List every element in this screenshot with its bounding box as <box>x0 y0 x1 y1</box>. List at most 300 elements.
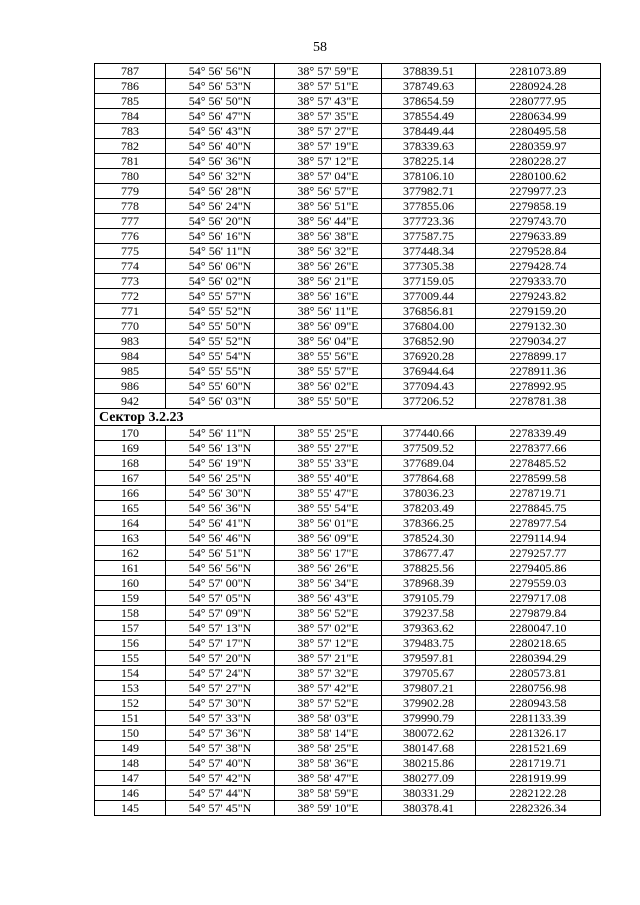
point-number-cell: 151 <box>95 711 166 726</box>
longitude-cell: 38° 56' 16"E <box>275 289 382 304</box>
point-number-cell: 152 <box>95 696 166 711</box>
x-coordinate-cell: 380215.86 <box>382 756 476 771</box>
x-coordinate-cell: 377587.75 <box>382 229 476 244</box>
longitude-cell: 38° 55' 25"E <box>275 426 382 441</box>
x-coordinate-cell: 378749.63 <box>382 79 476 94</box>
point-number-cell: 784 <box>95 109 166 124</box>
latitude-cell: 54° 56' 43"N <box>166 124 275 139</box>
point-number-cell: 169 <box>95 441 166 456</box>
y-coordinate-cell: 2280228.27 <box>476 154 601 169</box>
y-coordinate-cell: 2278911.36 <box>476 364 601 379</box>
table-row <box>95 289 601 304</box>
latitude-cell: 54° 57' 36"N <box>166 726 275 741</box>
latitude-cell: 54° 57' 42"N <box>166 771 275 786</box>
y-coordinate-cell: 2280756.98 <box>476 681 601 696</box>
longitude-cell: 38° 57' 21"E <box>275 651 382 666</box>
latitude-cell: 54° 57' 38"N <box>166 741 275 756</box>
table-row <box>95 139 601 154</box>
latitude-cell: 54° 57' 40"N <box>166 756 275 771</box>
table-row <box>95 364 601 379</box>
point-number-cell: 782 <box>95 139 166 154</box>
x-coordinate-cell: 380378.41 <box>382 801 476 816</box>
longitude-cell: 38° 57' 52"E <box>275 696 382 711</box>
x-coordinate-cell: 377509.52 <box>382 441 476 456</box>
latitude-cell: 54° 57' 24"N <box>166 666 275 681</box>
latitude-cell: 54° 56' 50"N <box>166 94 275 109</box>
table-row <box>95 214 601 229</box>
table-row <box>95 199 601 214</box>
longitude-cell: 38° 56' 02"E <box>275 379 382 394</box>
x-coordinate-cell: 378225.14 <box>382 154 476 169</box>
y-coordinate-cell: 2281133.39 <box>476 711 601 726</box>
x-coordinate-cell: 378968.39 <box>382 576 476 591</box>
latitude-cell: 54° 56' 06"N <box>166 259 275 274</box>
point-number-cell: 774 <box>95 259 166 274</box>
x-coordinate-cell: 378825.56 <box>382 561 476 576</box>
x-coordinate-cell: 378366.25 <box>382 516 476 531</box>
x-coordinate-cell: 379597.81 <box>382 651 476 666</box>
longitude-cell: 38° 56' 09"E <box>275 319 382 334</box>
longitude-cell: 38° 57' 51"E <box>275 79 382 94</box>
latitude-cell: 54° 56' 16"N <box>166 229 275 244</box>
latitude-cell: 54° 57' 30"N <box>166 696 275 711</box>
y-coordinate-cell: 2280047.10 <box>476 621 601 636</box>
longitude-cell: 38° 55' 27"E <box>275 441 382 456</box>
x-coordinate-cell: 377305.38 <box>382 259 476 274</box>
longitude-cell: 38° 55' 40"E <box>275 471 382 486</box>
latitude-cell: 54° 57' 17"N <box>166 636 275 651</box>
latitude-cell: 54° 57' 13"N <box>166 621 275 636</box>
x-coordinate-cell: 377448.34 <box>382 244 476 259</box>
table-row <box>95 244 601 259</box>
latitude-cell: 54° 57' 05"N <box>166 591 275 606</box>
y-coordinate-cell: 2278992.95 <box>476 379 601 394</box>
point-number-cell: 154 <box>95 666 166 681</box>
y-coordinate-cell: 2278977.54 <box>476 516 601 531</box>
point-number-cell: 166 <box>95 486 166 501</box>
x-coordinate-cell: 380277.09 <box>382 771 476 786</box>
table-body-bottom <box>95 426 601 816</box>
y-coordinate-cell: 2280943.58 <box>476 696 601 711</box>
point-number-cell: 153 <box>95 681 166 696</box>
x-coordinate-cell: 378554.49 <box>382 109 476 124</box>
latitude-cell: 54° 56' 46"N <box>166 531 275 546</box>
longitude-cell: 38° 56' 52"E <box>275 606 382 621</box>
y-coordinate-cell: 2280924.28 <box>476 79 601 94</box>
longitude-cell: 38° 56' 01"E <box>275 516 382 531</box>
point-number-cell: 162 <box>95 546 166 561</box>
y-coordinate-cell: 2278845.75 <box>476 501 601 516</box>
point-number-cell: 983 <box>95 334 166 349</box>
y-coordinate-cell: 2281919.99 <box>476 771 601 786</box>
point-number-cell: 160 <box>95 576 166 591</box>
table-row <box>95 486 601 501</box>
x-coordinate-cell: 376852.90 <box>382 334 476 349</box>
point-number-cell: 776 <box>95 229 166 244</box>
y-coordinate-cell: 2279879.84 <box>476 606 601 621</box>
table-row <box>95 786 601 801</box>
table-row <box>95 229 601 244</box>
y-coordinate-cell: 2280218.65 <box>476 636 601 651</box>
point-number-cell: 781 <box>95 154 166 169</box>
latitude-cell: 54° 56' 56"N <box>166 64 275 79</box>
x-coordinate-cell: 378677.47 <box>382 546 476 561</box>
latitude-cell: 54° 55' 60"N <box>166 379 275 394</box>
x-coordinate-cell: 379483.75 <box>382 636 476 651</box>
y-coordinate-cell: 2280495.58 <box>476 124 601 139</box>
longitude-cell: 38° 56' 44"E <box>275 214 382 229</box>
x-coordinate-cell: 378839.51 <box>382 64 476 79</box>
point-number-cell: 984 <box>95 349 166 364</box>
longitude-cell: 38° 55' 50"E <box>275 394 382 409</box>
y-coordinate-cell: 2279528.84 <box>476 244 601 259</box>
point-number-cell: 770 <box>95 319 166 334</box>
longitude-cell: 38° 56' 57"E <box>275 184 382 199</box>
latitude-cell: 54° 56' 20"N <box>166 214 275 229</box>
latitude-cell: 54° 55' 50"N <box>166 319 275 334</box>
x-coordinate-cell: 378449.44 <box>382 124 476 139</box>
latitude-cell: 54° 56' 41"N <box>166 516 275 531</box>
y-coordinate-cell: 2281719.71 <box>476 756 601 771</box>
y-coordinate-cell: 2279717.08 <box>476 591 601 606</box>
x-coordinate-cell: 377864.68 <box>382 471 476 486</box>
x-coordinate-cell: 379807.21 <box>382 681 476 696</box>
longitude-cell: 38° 57' 12"E <box>275 154 382 169</box>
table-row <box>95 471 601 486</box>
x-coordinate-cell: 376944.64 <box>382 364 476 379</box>
point-number-cell: 986 <box>95 379 166 394</box>
point-number-cell: 149 <box>95 741 166 756</box>
x-coordinate-cell: 377094.43 <box>382 379 476 394</box>
latitude-cell: 54° 55' 52"N <box>166 304 275 319</box>
latitude-cell: 54° 55' 57"N <box>166 289 275 304</box>
longitude-cell: 38° 56' 04"E <box>275 334 382 349</box>
longitude-cell: 38° 56' 11"E <box>275 304 382 319</box>
latitude-cell: 54° 57' 27"N <box>166 681 275 696</box>
longitude-cell: 38° 56' 26"E <box>275 561 382 576</box>
x-coordinate-cell: 377440.66 <box>382 426 476 441</box>
y-coordinate-cell: 2279858.19 <box>476 199 601 214</box>
table-row <box>95 79 601 94</box>
latitude-cell: 54° 57' 00"N <box>166 576 275 591</box>
y-coordinate-cell: 2279743.70 <box>476 214 601 229</box>
point-number-cell: 146 <box>95 786 166 801</box>
latitude-cell: 54° 56' 13"N <box>166 441 275 456</box>
longitude-cell: 38° 56' 43"E <box>275 591 382 606</box>
page-number: 58 <box>313 40 327 55</box>
y-coordinate-cell: 2280777.95 <box>476 94 601 109</box>
y-coordinate-cell: 2282122.28 <box>476 786 601 801</box>
y-coordinate-cell: 2280394.29 <box>476 651 601 666</box>
longitude-cell: 38° 56' 34"E <box>275 576 382 591</box>
point-number-cell: 156 <box>95 636 166 651</box>
x-coordinate-cell: 378203.49 <box>382 501 476 516</box>
latitude-cell: 54° 57' 09"N <box>166 606 275 621</box>
point-number-cell: 783 <box>95 124 166 139</box>
point-number-cell: 150 <box>95 726 166 741</box>
longitude-cell: 38° 57' 32"E <box>275 666 382 681</box>
table-row <box>95 651 601 666</box>
y-coordinate-cell: 2279132.30 <box>476 319 601 334</box>
table-row <box>95 741 601 756</box>
y-coordinate-cell: 2279633.89 <box>476 229 601 244</box>
table-row <box>95 456 601 471</box>
y-coordinate-cell: 2279243.82 <box>476 289 601 304</box>
y-coordinate-cell: 2282326.34 <box>476 801 601 816</box>
point-number-cell: 772 <box>95 289 166 304</box>
latitude-cell: 54° 56' 30"N <box>166 486 275 501</box>
latitude-cell: 54° 56' 51"N <box>166 546 275 561</box>
point-number-cell: 787 <box>95 64 166 79</box>
y-coordinate-cell: 2278899.17 <box>476 349 601 364</box>
point-number-cell: 157 <box>95 621 166 636</box>
table-row <box>95 154 601 169</box>
table-row <box>95 606 601 621</box>
point-number-cell: 942 <box>95 394 166 409</box>
point-number-cell: 145 <box>95 801 166 816</box>
y-coordinate-cell: 2278781.38 <box>476 394 601 409</box>
latitude-cell: 54° 56' 28"N <box>166 184 275 199</box>
y-coordinate-cell: 2281073.89 <box>476 64 601 79</box>
longitude-cell: 38° 58' 03"E <box>275 711 382 726</box>
latitude-cell: 54° 56' 03"N <box>166 394 275 409</box>
point-number-cell: 159 <box>95 591 166 606</box>
point-number-cell: 775 <box>95 244 166 259</box>
y-coordinate-cell: 2279428.74 <box>476 259 601 274</box>
longitude-cell: 38° 56' 21"E <box>275 274 382 289</box>
latitude-cell: 54° 56' 40"N <box>166 139 275 154</box>
longitude-cell: 38° 58' 47"E <box>275 771 382 786</box>
table-row <box>95 379 601 394</box>
latitude-cell: 54° 57' 20"N <box>166 651 275 666</box>
x-coordinate-cell: 378106.10 <box>382 169 476 184</box>
table-row <box>95 426 601 441</box>
point-number-cell: 147 <box>95 771 166 786</box>
point-number-cell: 163 <box>95 531 166 546</box>
x-coordinate-cell: 377689.04 <box>382 456 476 471</box>
coordinates-table <box>94 63 601 816</box>
table-row <box>95 109 601 124</box>
latitude-cell: 54° 55' 52"N <box>166 334 275 349</box>
longitude-cell: 38° 57' 27"E <box>275 124 382 139</box>
x-coordinate-cell: 378654.59 <box>382 94 476 109</box>
latitude-cell: 54° 56' 24"N <box>166 199 275 214</box>
table-row <box>95 441 601 456</box>
point-number-cell: 165 <box>95 501 166 516</box>
latitude-cell: 54° 56' 11"N <box>166 426 275 441</box>
table-row <box>95 576 601 591</box>
table-row <box>95 621 601 636</box>
longitude-cell: 38° 56' 17"E <box>275 546 382 561</box>
table-row <box>95 591 601 606</box>
longitude-cell: 38° 59' 10"E <box>275 801 382 816</box>
y-coordinate-cell: 2280634.99 <box>476 109 601 124</box>
longitude-cell: 38° 56' 38"E <box>275 229 382 244</box>
longitude-cell: 38° 56' 26"E <box>275 259 382 274</box>
point-number-cell: 786 <box>95 79 166 94</box>
latitude-cell: 54° 57' 33"N <box>166 711 275 726</box>
x-coordinate-cell: 378339.63 <box>382 139 476 154</box>
x-coordinate-cell: 379902.28 <box>382 696 476 711</box>
longitude-cell: 38° 58' 25"E <box>275 741 382 756</box>
longitude-cell: 38° 56' 51"E <box>275 199 382 214</box>
latitude-cell: 54° 56' 19"N <box>166 456 275 471</box>
x-coordinate-cell: 380147.68 <box>382 741 476 756</box>
table-row <box>95 711 601 726</box>
y-coordinate-cell: 2280359.97 <box>476 139 601 154</box>
longitude-cell: 38° 55' 33"E <box>275 456 382 471</box>
longitude-cell: 38° 55' 47"E <box>275 486 382 501</box>
longitude-cell: 38° 56' 09"E <box>275 531 382 546</box>
table-row <box>95 184 601 199</box>
y-coordinate-cell: 2281521.69 <box>476 741 601 756</box>
latitude-cell: 54° 55' 54"N <box>166 349 275 364</box>
point-number-cell: 785 <box>95 94 166 109</box>
table-body-top <box>95 64 601 409</box>
x-coordinate-cell: 379237.58 <box>382 606 476 621</box>
y-coordinate-cell: 2278719.71 <box>476 486 601 501</box>
latitude-cell: 54° 56' 36"N <box>166 501 275 516</box>
longitude-cell: 38° 58' 59"E <box>275 786 382 801</box>
point-number-cell: 161 <box>95 561 166 576</box>
table-row <box>95 801 601 816</box>
sector-label: Сектор 3.2.23 <box>95 409 601 426</box>
x-coordinate-cell: 377159.05 <box>382 274 476 289</box>
point-number-cell: 167 <box>95 471 166 486</box>
longitude-cell: 38° 57' 35"E <box>275 109 382 124</box>
longitude-cell: 38° 57' 02"E <box>275 621 382 636</box>
table-row <box>95 319 601 334</box>
y-coordinate-cell: 2278599.58 <box>476 471 601 486</box>
table-row <box>95 169 601 184</box>
table-row <box>95 274 601 289</box>
sector-row <box>95 409 601 426</box>
y-coordinate-cell: 2279405.86 <box>476 561 601 576</box>
y-coordinate-cell: 2280573.81 <box>476 666 601 681</box>
latitude-cell: 54° 56' 47"N <box>166 109 275 124</box>
longitude-cell: 38° 55' 56"E <box>275 349 382 364</box>
point-number-cell: 158 <box>95 606 166 621</box>
y-coordinate-cell: 2278485.52 <box>476 456 601 471</box>
x-coordinate-cell: 377982.71 <box>382 184 476 199</box>
point-number-cell: 164 <box>95 516 166 531</box>
point-number-cell: 771 <box>95 304 166 319</box>
table-row <box>95 666 601 681</box>
x-coordinate-cell: 378036.23 <box>382 486 476 501</box>
table-row <box>95 394 601 409</box>
latitude-cell: 54° 56' 53"N <box>166 79 275 94</box>
table-row <box>95 546 601 561</box>
latitude-cell: 54° 56' 32"N <box>166 169 275 184</box>
x-coordinate-cell: 378524.30 <box>382 531 476 546</box>
x-coordinate-cell: 377723.36 <box>382 214 476 229</box>
longitude-cell: 38° 55' 57"E <box>275 364 382 379</box>
y-coordinate-cell: 2278377.66 <box>476 441 601 456</box>
point-number-cell: 168 <box>95 456 166 471</box>
y-coordinate-cell: 2278339.49 <box>476 426 601 441</box>
point-number-cell: 773 <box>95 274 166 289</box>
x-coordinate-cell: 379363.62 <box>382 621 476 636</box>
latitude-cell: 54° 57' 44"N <box>166 786 275 801</box>
table-row <box>95 636 601 651</box>
longitude-cell: 38° 57' 12"E <box>275 636 382 651</box>
y-coordinate-cell: 2279559.03 <box>476 576 601 591</box>
table-row <box>95 124 601 139</box>
table-row <box>95 756 601 771</box>
table-row <box>95 64 601 79</box>
point-number-cell: 777 <box>95 214 166 229</box>
table-row <box>95 516 601 531</box>
latitude-cell: 54° 56' 11"N <box>166 244 275 259</box>
point-number-cell: 155 <box>95 651 166 666</box>
latitude-cell: 54° 55' 55"N <box>166 364 275 379</box>
table-row <box>95 561 601 576</box>
y-coordinate-cell: 2279333.70 <box>476 274 601 289</box>
table-row <box>95 771 601 786</box>
y-coordinate-cell: 2281326.17 <box>476 726 601 741</box>
longitude-cell: 38° 57' 59"E <box>275 64 382 79</box>
table-row <box>95 304 601 319</box>
point-number-cell: 778 <box>95 199 166 214</box>
longitude-cell: 38° 57' 04"E <box>275 169 382 184</box>
point-number-cell: 779 <box>95 184 166 199</box>
latitude-cell: 54° 57' 45"N <box>166 801 275 816</box>
table-row <box>95 349 601 364</box>
x-coordinate-cell: 379990.79 <box>382 711 476 726</box>
y-coordinate-cell: 2280100.62 <box>476 169 601 184</box>
x-coordinate-cell: 380331.29 <box>382 786 476 801</box>
table-row <box>95 681 601 696</box>
longitude-cell: 38° 56' 32"E <box>275 244 382 259</box>
point-number-cell: 985 <box>95 364 166 379</box>
table-row <box>95 501 601 516</box>
table-row <box>95 259 601 274</box>
x-coordinate-cell: 377206.52 <box>382 394 476 409</box>
table-row <box>95 531 601 546</box>
y-coordinate-cell: 2279034.27 <box>476 334 601 349</box>
longitude-cell: 38° 57' 19"E <box>275 139 382 154</box>
x-coordinate-cell: 376856.81 <box>382 304 476 319</box>
table-row <box>95 726 601 741</box>
table-row <box>95 94 601 109</box>
x-coordinate-cell: 379705.67 <box>382 666 476 681</box>
table-row <box>95 696 601 711</box>
x-coordinate-cell: 379105.79 <box>382 591 476 606</box>
point-number-cell: 148 <box>95 756 166 771</box>
x-coordinate-cell: 376804.00 <box>382 319 476 334</box>
y-coordinate-cell: 2279257.77 <box>476 546 601 561</box>
point-number-cell: 780 <box>95 169 166 184</box>
x-coordinate-cell: 376920.28 <box>382 349 476 364</box>
longitude-cell: 38° 57' 43"E <box>275 94 382 109</box>
x-coordinate-cell: 377009.44 <box>382 289 476 304</box>
longitude-cell: 38° 58' 14"E <box>275 726 382 741</box>
table-row <box>95 334 601 349</box>
longitude-cell: 38° 57' 42"E <box>275 681 382 696</box>
longitude-cell: 38° 58' 36"E <box>275 756 382 771</box>
latitude-cell: 54° 56' 02"N <box>166 274 275 289</box>
point-number-cell: 170 <box>95 426 166 441</box>
y-coordinate-cell: 2279114.94 <box>476 531 601 546</box>
y-coordinate-cell: 2279977.23 <box>476 184 601 199</box>
latitude-cell: 54° 56' 25"N <box>166 471 275 486</box>
y-coordinate-cell: 2279159.20 <box>476 304 601 319</box>
longitude-cell: 38° 55' 54"E <box>275 501 382 516</box>
latitude-cell: 54° 56' 56"N <box>166 561 275 576</box>
x-coordinate-cell: 380072.62 <box>382 726 476 741</box>
latitude-cell: 54° 56' 36"N <box>166 154 275 169</box>
x-coordinate-cell: 377855.06 <box>382 199 476 214</box>
